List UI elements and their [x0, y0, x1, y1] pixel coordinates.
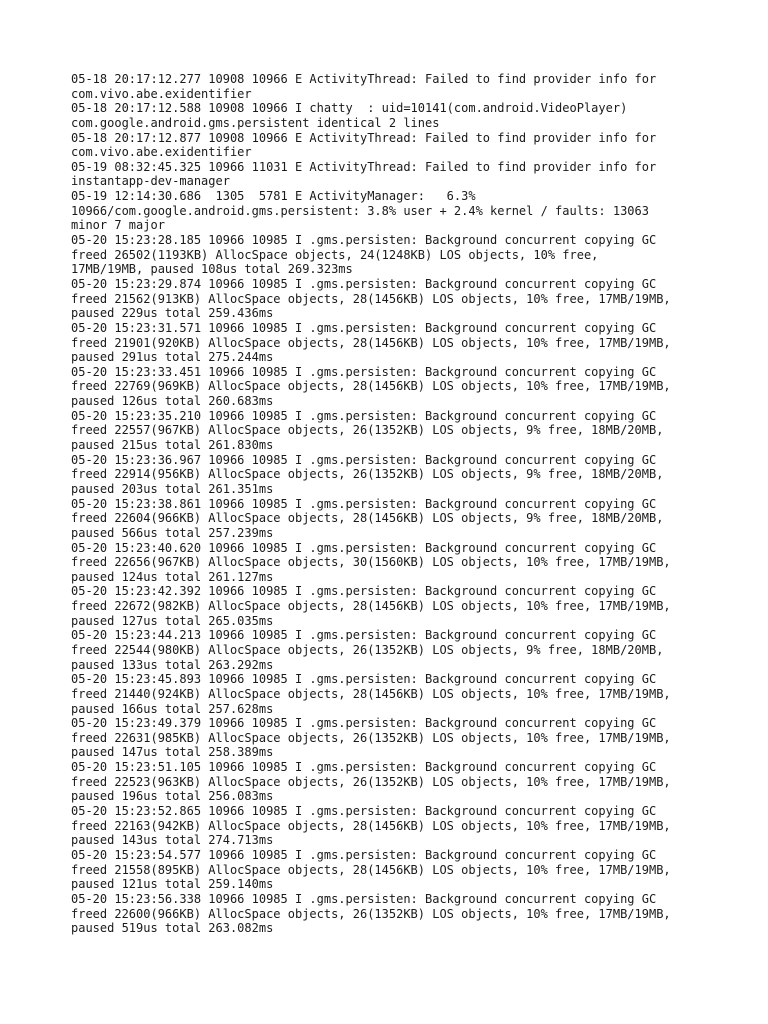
log-line: 05-20 15:23:38.861 10966 10985 I .gms.persisten: Background concurrent copying GC	[71, 496, 657, 511]
log-line: 17MB/19MB, paused 108us total 269.323ms	[71, 262, 353, 277]
log-line: paused 196us total 256.083ms	[71, 789, 274, 804]
log-line: com.vivo.abe.exidentifier	[71, 86, 252, 101]
log-line: 05-20 15:23:45.893 10966 10985 I .gms.persisten: Background concurrent copying GC	[71, 672, 657, 687]
log-line: freed 21440(924KB) AllocSpace objects, 28(1456KB) LOS objects, 10% free, 17MB/19MB,	[71, 686, 671, 701]
log-line: paused 127us total 265.035ms	[71, 613, 274, 628]
log-line: com.google.android.gms.persistent identical 2 lines	[71, 115, 440, 130]
log-line: freed 22604(966KB) AllocSpace objects, 28(1456KB) LOS objects, 9% free, 18MB/20MB,	[71, 511, 664, 526]
log-line: freed 22631(985KB) AllocSpace objects, 26(1352KB) LOS objects, 10% free, 17MB/19MB,	[71, 730, 671, 745]
log-line: 05-20 15:23:29.874 10966 10985 I .gms.persisten: Background concurrent copying GC	[71, 276, 657, 291]
log-line: 05-20 15:23:51.105 10966 10985 I .gms.persisten: Background concurrent copying GC	[71, 760, 657, 775]
log-line: minor 7 major	[71, 218, 165, 233]
log-text-block	[71, 72, 711, 936]
log-line: paused 126us total 260.683ms	[71, 394, 274, 409]
log-line: 10966/com.google.android.gms.persistent: 3.8% user + 2.4% kernel / faults: 13063	[71, 203, 649, 218]
log-line: freed 22914(956KB) AllocSpace objects, 26(1352KB) LOS objects, 9% free, 18MB/20MB,	[71, 467, 664, 482]
log-line: com.vivo.abe.exidentifier	[71, 145, 252, 160]
log-line: paused 203us total 261.351ms	[71, 481, 274, 496]
log-line: freed 22769(969KB) AllocSpace objects, 28(1456KB) LOS objects, 10% free, 17MB/19MB,	[71, 379, 671, 394]
log-line: paused 566us total 257.239ms	[71, 525, 274, 540]
log-line: 05-20 15:23:31.571 10966 10985 I .gms.persisten: Background concurrent copying GC	[71, 320, 657, 335]
log-line: 05-20 15:23:54.577 10966 10985 I .gms.persisten: Background concurrent copying GC	[71, 847, 657, 862]
log-line: 05-20 15:23:36.967 10966 10985 I .gms.persisten: Background concurrent copying GC	[71, 452, 657, 467]
log-line: paused 229us total 259.436ms	[71, 306, 274, 321]
log-line: freed 21901(920KB) AllocSpace objects, 28(1456KB) LOS objects, 10% free, 17MB/19MB,	[71, 335, 671, 350]
log-line: freed 22672(982KB) AllocSpace objects, 28(1456KB) LOS objects, 10% free, 17MB/19MB,	[71, 599, 671, 614]
log-line: paused 124us total 261.127ms	[71, 569, 274, 584]
log-line: paused 133us total 263.292ms	[71, 657, 274, 672]
log-line: freed 22523(963KB) AllocSpace objects, 26(1352KB) LOS objects, 10% free, 17MB/19MB,	[71, 774, 671, 789]
log-line: freed 22544(980KB) AllocSpace objects, 26(1352KB) LOS objects, 9% free, 18MB/20MB,	[71, 642, 664, 657]
log-line: paused 215us total 261.830ms	[71, 438, 274, 453]
log-line: freed 22163(942KB) AllocSpace objects, 28(1456KB) LOS objects, 10% free, 17MB/19MB,	[71, 818, 671, 833]
log-line: 05-20 15:23:35.210 10966 10985 I .gms.persisten: Background concurrent copying GC	[71, 408, 657, 423]
log-line: 05-18 20:17:12.277 10908 10966 E ActivityThread: Failed to find provider info for	[71, 72, 657, 86]
log-line: 05-18 20:17:12.877 10908 10966 E ActivityThread: Failed to find provider info for	[71, 130, 657, 145]
log-line: freed 22600(966KB) AllocSpace objects, 26(1352KB) LOS objects, 10% free, 17MB/19MB,	[71, 906, 671, 921]
log-line: paused 143us total 274.713ms	[71, 833, 274, 848]
log-line: 05-18 20:17:12.588 10908 10966 I chatty : uid=10141(com.android.VideoPlayer)	[71, 101, 628, 116]
log-line: freed 21562(913KB) AllocSpace objects, 28(1456KB) LOS objects, 10% free, 17MB/19MB,	[71, 291, 671, 306]
log-line: freed 22656(967KB) AllocSpace objects, 30(1560KB) LOS objects, 10% free, 17MB/19MB,	[71, 555, 671, 570]
log-line: freed 26502(1193KB) AllocSpace objects, 24(1248KB) LOS objects, 10% free,	[71, 247, 599, 262]
log-line: 05-20 15:23:44.213 10966 10985 I .gms.persisten: Background concurrent copying GC	[71, 628, 657, 643]
log-line: 05-20 15:23:49.379 10966 10985 I .gms.persisten: Background concurrent copying GC	[71, 716, 657, 731]
log-line: 05-20 15:23:40.620 10966 10985 I .gms.persisten: Background concurrent copying GC	[71, 540, 657, 555]
log-line: 05-19 08:32:45.325 10966 11031 E ActivityThread: Failed to find provider info for	[71, 159, 657, 174]
log-line: paused 291us total 275.244ms	[71, 350, 274, 365]
log-line: paused 147us total 258.389ms	[71, 745, 274, 760]
log-line: 05-20 15:23:28.185 10966 10985 I .gms.persisten: Background concurrent copying GC	[71, 233, 657, 248]
log-line: 05-20 15:23:33.451 10966 10985 I .gms.persisten: Background concurrent copying GC	[71, 364, 657, 379]
log-line: instantapp-dev-manager	[71, 174, 230, 189]
log-line: paused 166us total 257.628ms	[71, 701, 274, 716]
log-line: freed 21558(895KB) AllocSpace objects, 28(1456KB) LOS objects, 10% free, 17MB/19MB,	[71, 862, 671, 877]
log-line: 05-19 12:14:30.686 1305 5781 E ActivityManager: 6.3%	[71, 189, 476, 204]
log-line: 05-20 15:23:52.865 10966 10985 I .gms.persisten: Background concurrent copying GC	[71, 804, 657, 819]
log-line: 05-20 15:23:56.338 10966 10985 I .gms.persisten: Background concurrent copying GC	[71, 891, 657, 906]
log-line: freed 22557(967KB) AllocSpace objects, 26(1352KB) LOS objects, 9% free, 18MB/20MB,	[71, 423, 664, 438]
log-line: paused 519us total 263.082ms	[71, 921, 274, 936]
log-line: paused 121us total 259.140ms	[71, 877, 274, 892]
log-line: 05-20 15:23:42.392 10966 10985 I .gms.persisten: Background concurrent copying GC	[71, 584, 657, 599]
